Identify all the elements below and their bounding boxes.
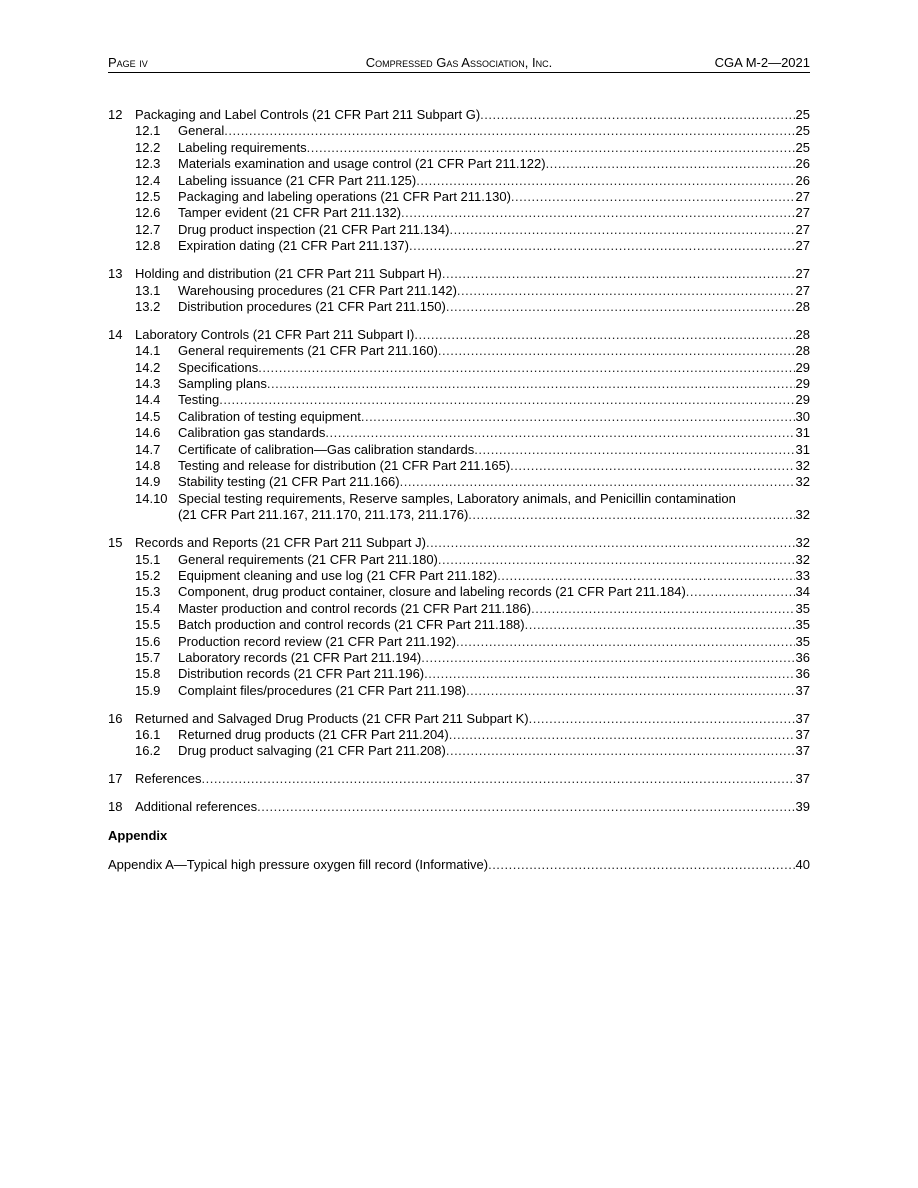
dot-leader: [416, 173, 794, 189]
toc-page: 25: [795, 123, 810, 139]
toc-entry-15-5[interactable]: [108, 617, 810, 633]
toc-page: 27: [795, 266, 810, 282]
dot-leader: [510, 458, 794, 474]
toc-number: 14: [108, 326, 123, 342]
toc-page: 40: [795, 857, 810, 873]
dot-leader: [466, 683, 794, 699]
toc-number: 14.7: [135, 441, 161, 457]
toc-title: Materials examination and usage control (21 CFR Part 211.122): [178, 156, 546, 172]
toc-entry-14-8[interactable]: [108, 458, 810, 474]
toc-entry-14-3[interactable]: [108, 376, 810, 392]
toc-entry-12-5[interactable]: [108, 189, 810, 205]
toc-entry-14-1[interactable]: [108, 343, 810, 359]
toc-title: Special testing requirements, Reserve samples, Laboratory animals, and Penicillin contamination: [178, 490, 736, 506]
toc-page: 31: [795, 441, 810, 457]
dot-leader: [525, 617, 795, 633]
dot-leader: [201, 771, 794, 787]
dot-leader: [446, 299, 795, 315]
toc-title: Complaint files/procedures (21 CFR Part 211.198): [178, 682, 467, 698]
toc-number: 16.2: [135, 743, 161, 759]
dot-leader: [409, 238, 795, 254]
toc-page: 36: [795, 649, 810, 665]
toc-title: Expiration dating (21 CFR Part 211.137): [178, 238, 409, 254]
toc-page: 37: [795, 727, 810, 743]
toc-entry-12-6[interactable]: [108, 205, 810, 221]
toc-title: Returned and Salvaged Drug Products (21 CFR Part 211 Subpart K): [135, 710, 529, 726]
toc-page: 32: [795, 474, 810, 490]
toc-entry-14-6[interactable]: [108, 425, 810, 441]
toc-entry-14-9[interactable]: [108, 474, 810, 490]
toc-number: 15.3: [135, 584, 161, 600]
toc-number: 12: [108, 107, 123, 122]
toc-entry-16[interactable]: [108, 711, 810, 727]
toc-entry-15-7[interactable]: [108, 650, 810, 666]
toc-title: Warehousing procedures (21 CFR Part 211.142): [178, 282, 457, 298]
toc-entry-15-6[interactable]: [108, 634, 810, 650]
toc-number: 16: [108, 710, 123, 726]
toc-number: 13.2: [135, 298, 161, 314]
toc-number: 12.5: [135, 188, 161, 204]
dot-leader: [414, 327, 794, 343]
toc-entry-15-3[interactable]: [108, 584, 810, 600]
toc-title: Stability testing (21 CFR Part 211.166): [178, 474, 400, 490]
page-number-label: Page iv: [108, 55, 148, 70]
toc-page: 26: [795, 172, 810, 188]
toc-title: Records and Reports (21 CFR Part 211 Subpart J): [135, 535, 426, 551]
toc-title: Packaging and Label Controls (21 CFR Part 211 Subpart G): [135, 107, 481, 122]
dot-leader: [219, 392, 794, 408]
dot-leader: [258, 360, 794, 376]
toc-page: 27: [795, 205, 810, 221]
toc-title-continued: (21 CFR Part 211.167, 211.170, 211.173, 211.176): [178, 507, 469, 523]
dot-leader: [426, 535, 795, 551]
toc-entry-13[interactable]: [108, 266, 810, 282]
toc-title: Component, drug product container, closure and labeling records (21 CFR Part 211.184): [178, 584, 686, 600]
toc-page: 27: [795, 221, 810, 237]
toc-entry-15-4[interactable]: [108, 601, 810, 617]
toc-title: Drug product salvaging (21 CFR Part 211.208): [178, 743, 446, 759]
toc-entry-15-1[interactable]: [108, 552, 810, 568]
toc-number: 14.4: [135, 392, 161, 408]
toc-entry-16-2[interactable]: [108, 743, 810, 759]
toc-page: 28: [795, 326, 810, 342]
toc-number: 12.7: [135, 221, 161, 237]
toc-page: 28: [795, 298, 810, 314]
dot-leader: [361, 409, 795, 425]
toc-page: 25: [795, 107, 810, 122]
toc-number: 12.4: [135, 172, 161, 188]
table-of-contents: [108, 107, 810, 874]
toc-title: Batch production and control records (21 CFR Part 211.188): [178, 617, 525, 633]
toc-number: 15.7: [135, 649, 161, 665]
toc-page: 37: [795, 682, 810, 698]
toc-entry-12-2[interactable]: [108, 140, 810, 156]
toc-page: 32: [795, 458, 810, 473]
toc-entry-14-5[interactable]: [108, 409, 810, 425]
toc-title: Returned drug products (21 CFR Part 211.204): [178, 727, 449, 743]
toc-page: 33: [795, 567, 810, 583]
toc-entry-17[interactable]: [108, 771, 810, 787]
toc-number: 17: [108, 771, 123, 787]
publisher-name: Compressed Gas Association, Inc.: [365, 55, 553, 70]
toc-title: Tamper evident (21 CFR Part 211.132): [178, 205, 402, 221]
dot-leader: [457, 283, 795, 299]
toc-entry-12-8[interactable]: [108, 238, 810, 254]
toc-page: 29: [795, 392, 810, 408]
toc-entry-15[interactable]: [108, 535, 810, 551]
toc-entry-12-7[interactable]: [108, 222, 810, 238]
toc-title: Holding and distribution (21 CFR Part 211 Subpart H): [135, 266, 442, 282]
toc-number: 15.5: [135, 617, 161, 633]
toc-number: 14.2: [135, 359, 161, 375]
toc-number: 18: [108, 799, 123, 815]
toc-entry-14-4[interactable]: [108, 392, 810, 408]
dot-leader: [400, 474, 795, 490]
toc-title: Sampling plans: [178, 376, 267, 392]
toc-number: 14.5: [135, 408, 161, 424]
toc-number: 16.1: [135, 727, 161, 743]
toc-page: 25: [795, 139, 810, 155]
toc-number: 15.9: [135, 682, 161, 698]
toc-number: 14.10: [135, 490, 168, 506]
toc-page: 28: [795, 343, 810, 359]
dot-leader: [497, 568, 794, 584]
toc-entry-13-2[interactable]: [108, 299, 810, 315]
toc-number: 15: [108, 535, 123, 551]
toc-title: Labeling requirements: [178, 139, 307, 155]
toc-number: 12.6: [135, 205, 161, 221]
toc-number: 12.2: [135, 139, 161, 155]
toc-title: Master production and control records (21 CFR Part 211.186): [178, 600, 532, 616]
document-id: CGA M-2—2021: [714, 55, 810, 70]
dot-leader: [446, 743, 795, 759]
dot-leader: [456, 634, 795, 650]
toc-number: 13: [108, 266, 123, 282]
toc-number: 12.3: [135, 156, 161, 172]
toc-entry-12-1[interactable]: [108, 123, 810, 139]
toc-entry-13-1[interactable]: [108, 283, 810, 299]
toc-page: 35: [795, 633, 810, 649]
toc-page: 30: [795, 408, 810, 424]
toc-title: Calibration of testing equipment: [178, 408, 361, 424]
dot-leader: [474, 442, 794, 458]
toc-page: 39: [795, 799, 810, 815]
toc-title: General requirements (21 CFR Part 211.160): [178, 343, 438, 359]
toc-title: References: [135, 771, 202, 787]
toc-number: 12.1: [135, 123, 161, 139]
toc-entry-18[interactable]: [108, 799, 810, 815]
toc-title: Drug product inspection (21 CFR Part 211.134): [178, 221, 450, 237]
dot-leader: [511, 189, 795, 205]
toc-number: 15.6: [135, 633, 161, 649]
dot-leader: [267, 376, 795, 392]
toc-entry-12-3[interactable]: [108, 156, 810, 172]
dot-leader: [449, 727, 795, 743]
dot-leader: [424, 666, 794, 682]
toc-entry-15-9[interactable]: [108, 683, 810, 699]
toc-title: Testing: [178, 392, 220, 408]
toc-entry-15-8[interactable]: [108, 666, 810, 682]
toc-entry-14-2[interactable]: [108, 360, 810, 376]
toc-number: 14.1: [135, 343, 161, 359]
toc-number: 13.1: [135, 282, 161, 298]
toc-title: Laboratory records (21 CFR Part 211.194): [178, 649, 422, 665]
appendix-heading: Appendix: [108, 827, 168, 843]
toc-page: 27: [795, 188, 810, 204]
toc-title: General: [178, 123, 225, 139]
toc-number: 15.8: [135, 666, 161, 682]
toc-entry-16-1[interactable]: [108, 727, 810, 743]
toc-title: Packaging and labeling operations (21 CFR Part 211.130): [178, 188, 511, 204]
toc-entry-14-10-continued[interactable]: [108, 507, 810, 523]
dot-leader: [488, 857, 794, 873]
dot-leader: [421, 650, 794, 666]
dot-leader: [438, 552, 795, 568]
dot-leader: [546, 156, 795, 172]
toc-title: General requirements (21 CFR Part 211.180): [178, 551, 438, 567]
toc-entry-14-10[interactable]: [108, 491, 810, 507]
dot-leader: [531, 601, 794, 617]
toc-entry-12[interactable]: [108, 107, 810, 123]
dot-leader: [307, 140, 795, 156]
toc-entry-15-2[interactable]: [108, 568, 810, 584]
toc-page: 32: [795, 535, 810, 551]
toc-number: 14.3: [135, 376, 161, 392]
toc-entry-14-7[interactable]: [108, 442, 810, 458]
toc-title: Distribution records (21 CFR Part 211.196): [178, 666, 425, 682]
toc-page: 29: [795, 359, 810, 375]
toc-title: Additional references: [135, 799, 258, 815]
toc-page: 31: [795, 425, 810, 441]
toc-number: 15.1: [135, 551, 161, 567]
toc-page: 26: [795, 156, 810, 172]
dot-leader: [686, 584, 795, 600]
dot-leader: [224, 123, 794, 139]
toc-entry-14[interactable]: [108, 327, 810, 343]
toc-page: 37: [795, 771, 810, 787]
toc-page: 37: [795, 710, 810, 726]
dot-leader: [442, 266, 795, 282]
toc-page: 35: [795, 617, 810, 633]
toc-number: 15.2: [135, 567, 161, 583]
dot-leader: [401, 205, 795, 221]
toc-entry-12-4[interactable]: [108, 173, 810, 189]
toc-title: Calibration gas standards: [178, 425, 326, 441]
toc-title: Testing and release for distribution (21 CFR Part 211.165): [178, 458, 511, 473]
toc-page: 27: [795, 282, 810, 298]
toc-entry-appendix-a[interactable]: [108, 857, 810, 873]
dot-leader: [325, 425, 794, 441]
toc-page: 37: [795, 743, 810, 759]
toc-page: 35: [795, 600, 810, 616]
toc-page: 32: [795, 507, 810, 523]
page-header: [108, 55, 810, 73]
toc-number: 14.6: [135, 425, 161, 441]
toc-page: 27: [795, 238, 810, 254]
toc-title: Specifications: [178, 359, 259, 375]
toc-title: Appendix A—Typical high pressure oxygen fill record (Informative): [108, 857, 489, 873]
toc-title: Production record review (21 CFR Part 211.192): [178, 633, 456, 649]
dot-leader: [257, 799, 794, 815]
toc-page: 36: [795, 666, 810, 682]
toc-title: Laboratory Controls (21 CFR Part 211 Subpart I): [135, 326, 415, 342]
toc-title: Labeling issuance (21 CFR Part 211.125): [178, 172, 417, 188]
toc-number: 14.9: [135, 474, 161, 490]
toc-page: 32: [795, 551, 810, 567]
toc-number: 15.4: [135, 600, 161, 616]
toc-title: Equipment cleaning and use log (21 CFR Part 211.182): [178, 567, 498, 583]
toc-number: 14.8: [135, 458, 161, 473]
toc-number: 12.8: [135, 238, 161, 254]
toc-title: Distribution procedures (21 CFR Part 211.150): [178, 298, 446, 314]
dot-leader: [480, 107, 794, 123]
toc-page: 29: [795, 376, 810, 392]
dot-leader: [529, 711, 795, 727]
dot-leader: [438, 343, 795, 359]
dot-leader: [449, 222, 794, 238]
toc-page: 34: [795, 584, 810, 600]
dot-leader: [468, 507, 794, 523]
toc-title: Certificate of calibration—Gas calibration standards: [178, 441, 475, 457]
